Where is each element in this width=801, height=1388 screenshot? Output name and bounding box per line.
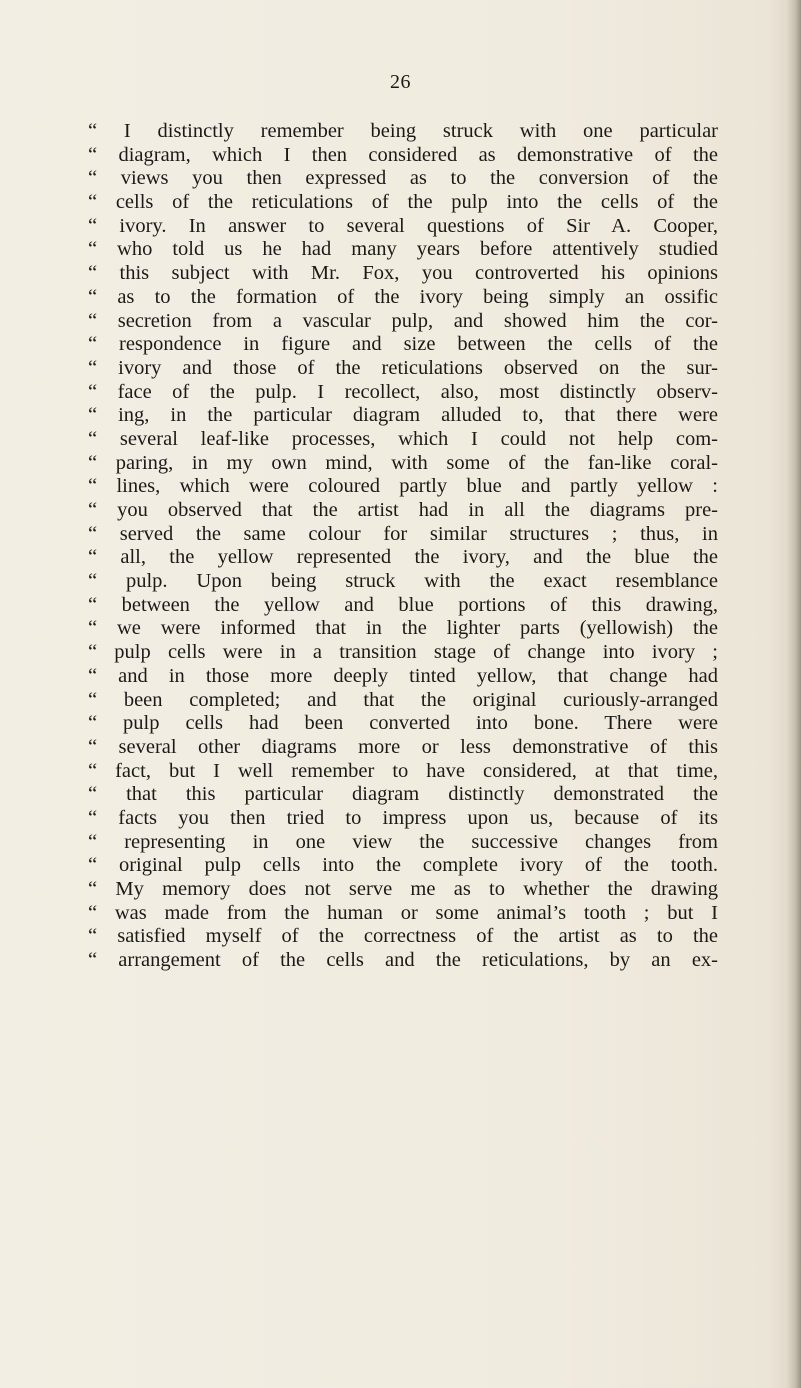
text-line: “ who told us he had many years before attentively studied — [88, 238, 718, 261]
text-line: “ respondence in figure and size between the cells of the — [88, 333, 718, 356]
body-text — [88, 120, 718, 973]
text-line: “ facts you then tried to impress upon us, because of its — [88, 806, 718, 829]
text-line: “ views you then expressed as to the conversion of the — [88, 167, 718, 190]
text-line: “ been completed; and that the original curiously-arranged — [88, 688, 718, 711]
text-line: “ pulp cells were in a transition stage of change into ivory ; — [88, 641, 718, 664]
text-line: “ this subject with Mr. Fox, you controverted his opinions — [88, 262, 718, 285]
text-line: “ all, the yellow represented the ivory, and the blue the — [88, 546, 718, 569]
text-line: “ cells of the reticulations of the pulp into the cells of the — [88, 191, 718, 214]
text-line: “ paring, in my own mind, with some of the fan-like coral- — [88, 451, 718, 474]
text-line: “ secretion from a vascular pulp, and showed him the cor- — [88, 309, 718, 332]
text-line: “ pulp cells had been converted into bone. There were — [88, 712, 718, 735]
text-line: “ that this particular diagram distinctly demonstrated the — [88, 783, 718, 806]
text-line: “ diagram, which I then considered as demonstrative of the — [88, 143, 718, 166]
text-line: “ representing in one view the successive changes from — [88, 830, 718, 853]
text-line: “ arrangement of the cells and the reticulations, by an ex- — [88, 949, 718, 972]
text-line: “ between the yellow and blue portions of this drawing, — [88, 593, 718, 616]
text-line: “ I distinctly remember being struck with one particular — [88, 120, 718, 142]
text-line: “ ivory and those of the reticulations observed on the sur- — [88, 356, 718, 379]
text-line: “ My memory does not serve me as to whether the drawing — [88, 878, 718, 900]
text-line: “ was made from the human or some animal’s tooth ; but I — [88, 901, 718, 924]
text-line: “ you observed that the artist had in all the diagrams pre- — [88, 499, 718, 521]
text-line: “ satisfied myself of the correctness of the artist as to the — [88, 925, 718, 948]
text-line: “ fact, but I well remember to have considered, at that time, — [88, 759, 718, 782]
text-line: “ ing, in the particular diagram alluded to, that there were — [88, 404, 718, 427]
text-line: “ we were informed that in the lighter parts (yellowish) the — [88, 617, 718, 640]
text-line: “ several other diagrams more or less demonstrative of this — [88, 735, 718, 758]
page-number: 26 — [390, 71, 411, 93]
text-line: “ as to the formation of the ivory being simply an ossific — [88, 285, 718, 308]
text-line: “ face of the pulp. I recollect, also, most distinctly observ- — [88, 380, 718, 403]
text-line: “ lines, which were coloured partly blue and partly yellow : — [88, 475, 718, 498]
text-line: “ and in those more deeply tinted yellow, that change had — [88, 664, 718, 687]
text-line: “ ivory. In answer to several questions of Sir A. Cooper, — [88, 214, 718, 237]
text-line: “ original pulp cells into the complete ivory of the tooth. — [88, 854, 718, 877]
text-line: “ several leaf-like processes, which I could not help com- — [88, 427, 718, 450]
page-edge-shadow — [787, 0, 801, 1388]
text-line: “ served the same colour for similar structures ; thus, in — [88, 522, 718, 545]
text-line: “ pulp. Upon being struck with the exact resemblance — [88, 570, 718, 593]
